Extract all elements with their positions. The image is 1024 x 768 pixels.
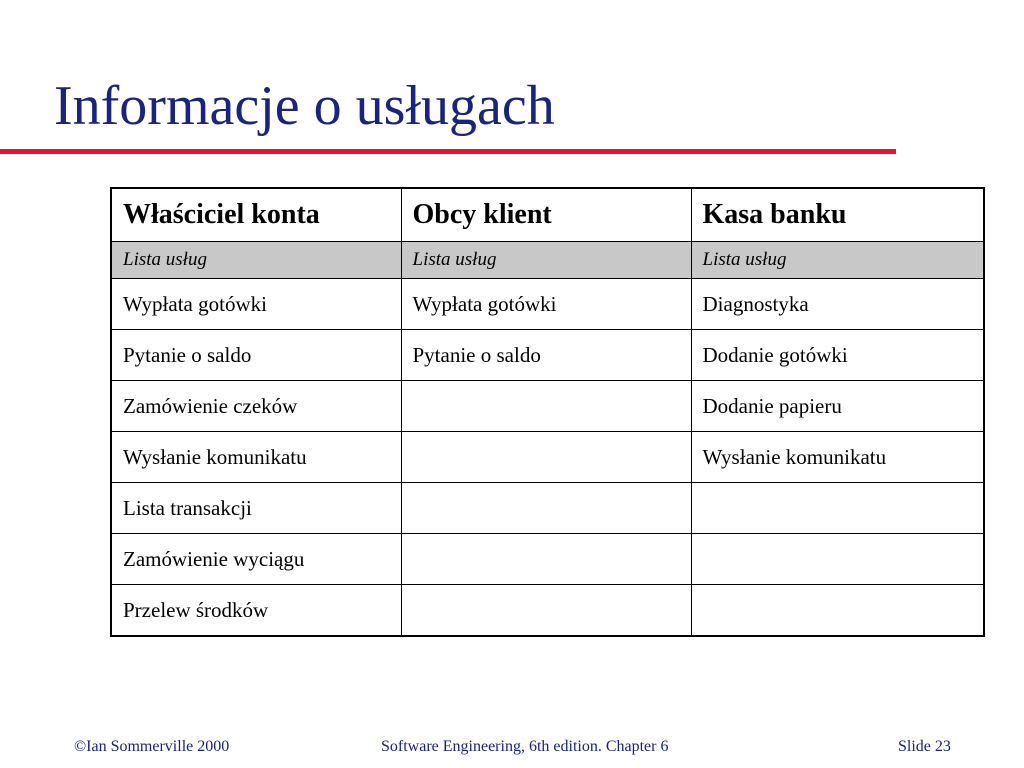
table-cell: Wysłanie komunikatu [111, 432, 401, 483]
table-cell [401, 381, 691, 432]
slide-title: Informacje o usługach [54, 75, 555, 137]
table-row [111, 432, 984, 483]
table-subheader-row [111, 242, 984, 279]
footer-slide-number: Slide 23 [898, 738, 951, 755]
table-row [111, 483, 984, 534]
title-underline [0, 149, 896, 154]
subheader-cell: Lista usług [691, 242, 984, 279]
table-cell [401, 534, 691, 585]
subheader-cell: Lista usług [111, 242, 401, 279]
column-header: Kasa banku [691, 188, 984, 242]
column-header: Właściciel konta [111, 188, 401, 242]
subheader-cell: Lista usług [401, 242, 691, 279]
table-cell: Zamówienie czeków [111, 381, 401, 432]
services-table [110, 187, 985, 637]
table-row [111, 381, 984, 432]
table-row [111, 330, 984, 381]
table-cell [691, 483, 984, 534]
table-cell [401, 483, 691, 534]
table-cell: Pytanie o saldo [111, 330, 401, 381]
table-cell [691, 585, 984, 637]
table-cell: Lista transakcji [111, 483, 401, 534]
footer-copyright: ©Ian Sommerville 2000 [74, 738, 230, 755]
table-cell: Wypłata gotówki [111, 279, 401, 330]
table-row [111, 534, 984, 585]
footer-book-title: Software Engineering, 6th edition. Chapter 6 [381, 738, 669, 755]
table-cell: Diagnostyka [691, 279, 984, 330]
table-cell: Pytanie o saldo [401, 330, 691, 381]
table-row [111, 585, 984, 637]
table-cell: Zamówienie wyciągu [111, 534, 401, 585]
table-cell: Dodanie gotówki [691, 330, 984, 381]
table-cell: Wysłanie komunikatu [691, 432, 984, 483]
table-header-row [111, 188, 984, 242]
table-cell: Wypłata gotówki [401, 279, 691, 330]
table-cell [691, 534, 984, 585]
table-cell [401, 585, 691, 637]
table-row [111, 279, 984, 330]
column-header: Obcy klient [401, 188, 691, 242]
table-cell: Dodanie papieru [691, 381, 984, 432]
table-cell: Przelew środków [111, 585, 401, 637]
table-cell [401, 432, 691, 483]
